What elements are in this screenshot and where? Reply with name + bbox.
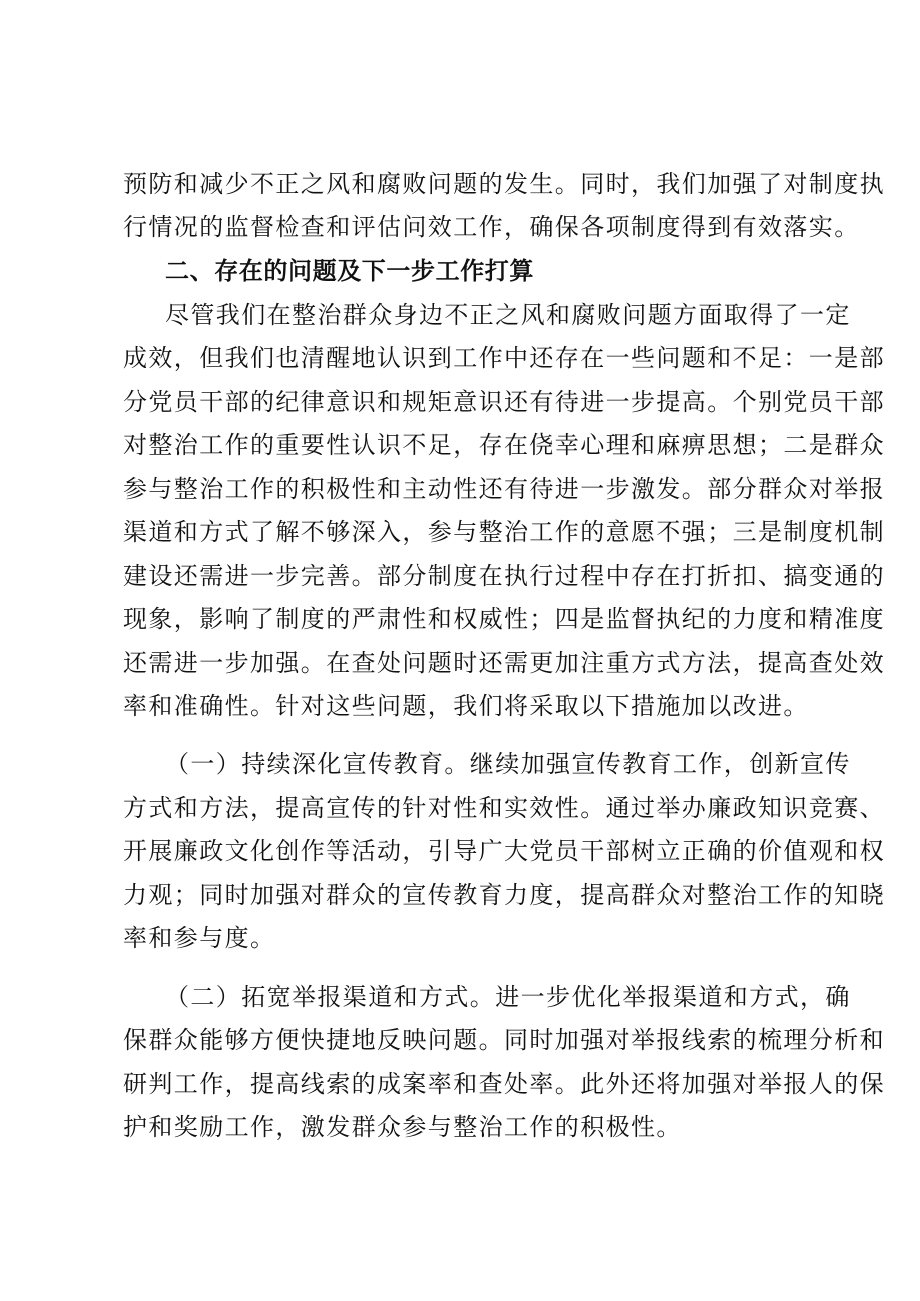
body-text-line: 成效，但我们也清醒地认识到工作中还存在一些问题和不足：一是部 [123, 344, 885, 372]
body-text-line: 行情况的监督检查和评估问效工作，确保各项制度得到有效落实。 [123, 213, 860, 241]
body-text-line: 率和准确性。针对这些问题，我们将采取以下措施加以改进。 [123, 692, 809, 720]
body-text-line: 分党员干部的纪律意识和规矩意识还有待进一步提高。个别党员干部 [123, 388, 885, 416]
body-text-line: 力观；同时加强对群众的宣传教育力度，提高群众对整治工作的知晓 [123, 881, 885, 909]
body-text-line: 还需进一步加强。在查处问题时还需更加注重方式方法，提高查处效 [123, 649, 885, 677]
body-text-line: 率和参与度。 [123, 924, 276, 952]
body-text-line: 参与整治工作的积极性和主动性还有待进一步激发。部分群众对举报 [123, 475, 885, 503]
body-text-line: 保群众能够方便快捷地反映问题。同时加强对举报线索的梳理分析和 [123, 1026, 885, 1054]
body-text-line: 方式和方法，提高宣传的针对性和实效性。通过举办廉政知识竞赛、 [123, 794, 885, 822]
body-text-line: 现象，影响了制度的严肃性和权威性；四是监督执纪的力度和精准度 [123, 605, 885, 633]
body-text-line: 研判工作，提高线索的成案率和查处率。此外还将加强对举报人的保 [123, 1070, 885, 1098]
body-text-line: 护和奖励工作，激发群众参与整治工作的积极性。 [123, 1113, 682, 1141]
body-text-line: 预防和减少不正之风和腐败问题的发生。同时，我们加强了对制度执 [123, 170, 885, 198]
body-text-line: 开展廉政文化创作等活动，引导广大党员干部树立正确的价值观和权 [123, 837, 885, 865]
body-text-line: （一）持续深化宣传教育。继续加强宣传教育工作，创新宣传 [165, 750, 851, 778]
section-heading: 二、存在的问题及下一步工作打算 [165, 257, 534, 285]
body-text-line: 建设还需进一步完善。部分制度在执行过程中存在打折扣、搞变通的 [123, 562, 885, 590]
body-text-line: 尽管我们在整治群众身边不正之风和腐败问题方面取得了一定 [165, 301, 851, 329]
body-text-line: 渠道和方式了解不够深入，参与整治工作的意愿不强；三是制度机制 [123, 518, 885, 546]
body-text-line: 对整治工作的重要性认识不足，存在侥幸心理和麻痹思想；二是群众 [123, 431, 885, 459]
body-text-line: （二）拓宽举报渠道和方式。进一步优化举报渠道和方式，确 [165, 983, 851, 1011]
